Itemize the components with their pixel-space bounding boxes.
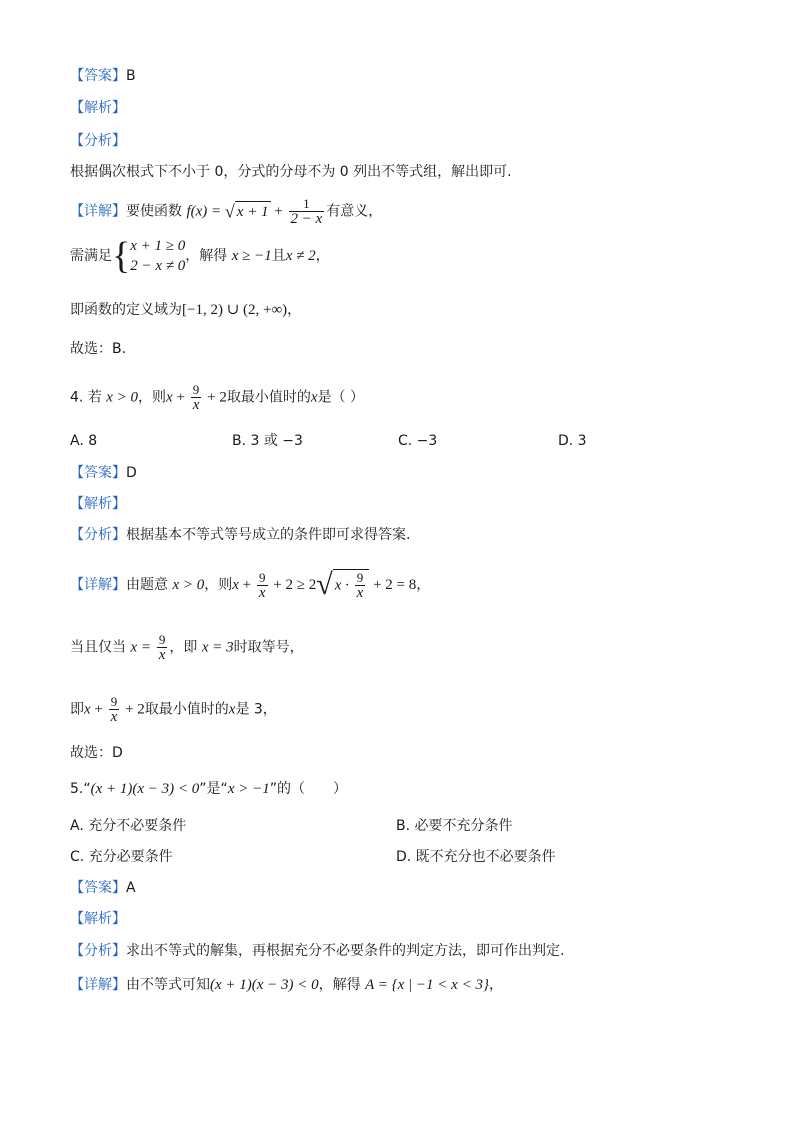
q4-detail-line: 【详解】由题意 x > 0，则x + $\frac{9}{x}$ + 2 ≥ 2√ x · $\frac{9}{x}$ + 2 = 8， xyxy=(70,568,431,601)
detail-pre: 要使函数 xyxy=(126,203,182,220)
fraction: $\frac{9}{x}$ xyxy=(110,694,118,725)
q4-option-d: D. 3 xyxy=(558,433,587,449)
q4-equality-line: 当且仅当 x = $\frac{9}{x}$ ，即 x = 3时取等号， xyxy=(70,632,304,663)
q3-detail-line: 【详解】要使函数 f(x) = √ x + 1 + $\frac{1}{2 - x}$ 有意义， xyxy=(70,196,383,227)
answer-value: B xyxy=(126,68,136,84)
q5-option-a: A. 充分不必要条件 xyxy=(70,818,187,834)
q5-fenxi-line: 【分析】求出不等式的解集，再根据充分不必要条件的判定方法，即可作出判定. xyxy=(70,943,565,959)
left-brace-icon: { xyxy=(112,235,131,277)
sqrt-expr: √ x + 1 xyxy=(224,201,269,222)
detail-post: 有意义， xyxy=(326,203,383,220)
q5-option-c: C. 充分必要条件 xyxy=(70,849,173,865)
function-expr: f(x) = xyxy=(186,203,225,220)
inequality-system: x + 1 ≥ 0 2 − x ≠ 0 xyxy=(130,238,186,274)
q4-fenxi-line: 【分析】根据基本不等式等号成立的条件即可求得答案. xyxy=(70,527,411,543)
q4-option-b: B. 3 或 −3 xyxy=(232,433,303,449)
q5-stem: 5.“(x + 1)(x − 3) < 0”是“x > −1”的（ ） xyxy=(70,781,347,797)
q3-system-line: 需满足{ x + 1 ≥ 0 2 − x ≠ 0 ，解得 x ≥ −1且x ≠ 2， xyxy=(70,235,330,277)
q5-answer-line: 【答案】A xyxy=(70,880,136,896)
fraction: $\frac{9}{x}$ xyxy=(192,382,200,413)
q4-option-a: A. 8 xyxy=(70,433,98,449)
fraction: $\frac{9}{x}$ xyxy=(258,569,266,601)
q5-option-b: B. 必要不充分条件 xyxy=(396,818,513,834)
q5-analysis-label: 【解析】 xyxy=(70,911,126,927)
q3-domain-line: 即函数的定义域为[−1, 2) ∪ (2, +∞)， xyxy=(70,302,302,318)
fraction: $\frac{1}{2 - x}$ xyxy=(290,196,323,227)
q4-choice: 故选：D xyxy=(70,745,123,761)
q5-option-d: D. 既不充分也不必要条件 xyxy=(396,849,556,865)
q4-option-c: C. −3 xyxy=(398,433,438,449)
domain-value: [−1, 2) ∪ (2, +∞) xyxy=(182,302,288,318)
answer-label: 【答案】 xyxy=(70,68,126,84)
q4-analysis-label: 【解析】 xyxy=(70,496,126,512)
q5-detail-line: 【详解】由不等式可知(x + 1)(x − 3) < 0，解得 A = {x | −1 < x < 3}， xyxy=(70,977,503,993)
q3-fenxi-label: 【分析】 xyxy=(70,133,126,149)
detail-label: 【详解】 xyxy=(70,203,126,220)
q4-stem: 4. 若 x > 0，则x + $\frac{9}{x}$ + 2取最小值时的x是（ ） xyxy=(70,382,364,413)
q3-answer-line xyxy=(70,66,136,86)
q3-choice: 故选：B. xyxy=(70,341,127,357)
q4-conclusion-line: 即x + $\frac{9}{x}$ + 2取最小值时的x是 3， xyxy=(70,694,277,725)
q4-answer-line: 【答案】D xyxy=(70,465,137,481)
sqrt-expr: √ x · $\frac{9}{x}$ xyxy=(316,569,369,601)
q3-analysis-label: 【解析】 xyxy=(70,100,126,116)
fraction: $\frac{9}{x}$ xyxy=(158,632,166,663)
q3-fenxi-text: 根据偶次根式下不小于 0，分式的分母不为 0 列出不等式组，解出即可. xyxy=(70,164,512,180)
